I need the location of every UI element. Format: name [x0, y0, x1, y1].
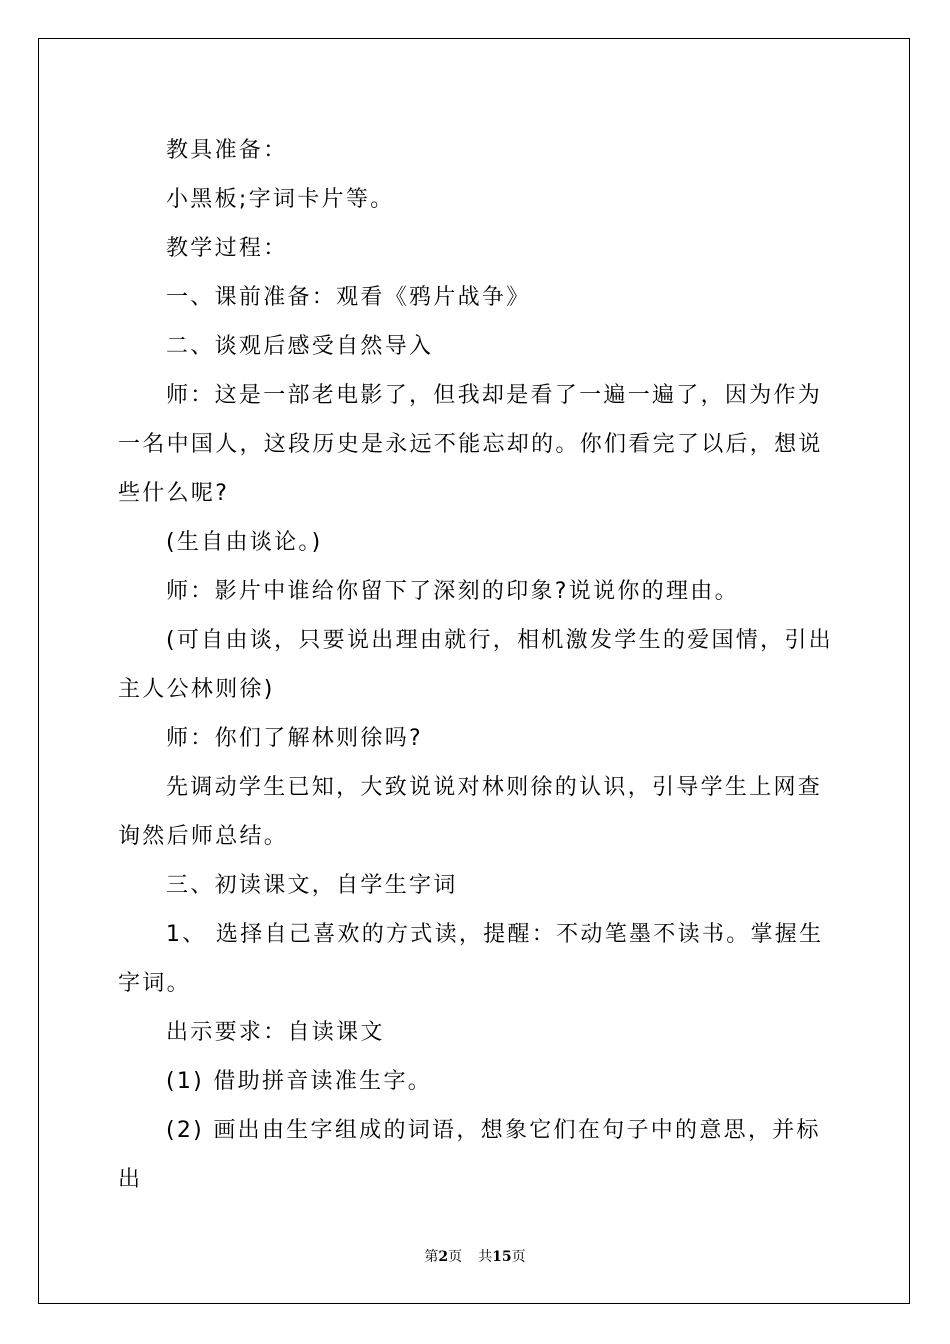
paragraph-5: 二、谈观后感受自然导入 [166, 334, 434, 359]
paragraph-3: 教学过程： [166, 236, 288, 261]
footer-total-prefix: 共 [478, 1249, 493, 1265]
paragraph-7: (生自由谈论。) [166, 530, 323, 555]
paragraph-2: 小黑板;字词卡片等。 [166, 187, 395, 212]
paragraph-6: 师：这是一部老电影了，但我却是看了一遍一遍了，因为作为一名中国人，这段历史是永远不能忘却的。你们看完了以后，想说些什么呢? [118, 383, 823, 506]
footer-total-suffix: 页 [511, 1249, 526, 1265]
page-footer [0, 1248, 950, 1266]
paragraph-10: 师：你们了解林则徐吗? [166, 726, 423, 751]
paragraph-4: 一、课前准备：观看《鸦片战争》 [166, 285, 531, 310]
paragraph-14: 出示要求：自读课文 [166, 1020, 385, 1045]
paragraph-16: (2) 画出由生字组成的词语，想象它们在句子中的意思，并标出 [118, 1118, 821, 1192]
footer-prefix: 第 [424, 1249, 439, 1265]
paragraph-13: 1、 选择自己喜欢的方式读，提醒：不动笔墨不读书。掌握生字词。 [118, 922, 824, 996]
footer-page-suffix: 页 [448, 1249, 463, 1265]
document-body [118, 126, 834, 1204]
footer-page-number: 2 [438, 1249, 449, 1265]
footer-total-pages: 15 [492, 1249, 512, 1265]
paragraph-12: 三、初读课文，自学生字词 [166, 873, 458, 898]
paragraph-1: 教具准备： [166, 138, 288, 163]
paragraph-8: 师：影片中谁给你留下了深刻的印象?说说你的理由。 [166, 579, 739, 604]
paragraph-9: (可自由谈，只要说出理由就行，相机激发学生的爱国情，引出主人公林则徐) [118, 628, 833, 702]
paragraph-11: 先调动学生已知，大致说说对林则徐的认识，引导学生上网查询然后师总结。 [118, 775, 823, 849]
paragraph-15: (1) 借助拼音读准生字。 [166, 1069, 433, 1094]
